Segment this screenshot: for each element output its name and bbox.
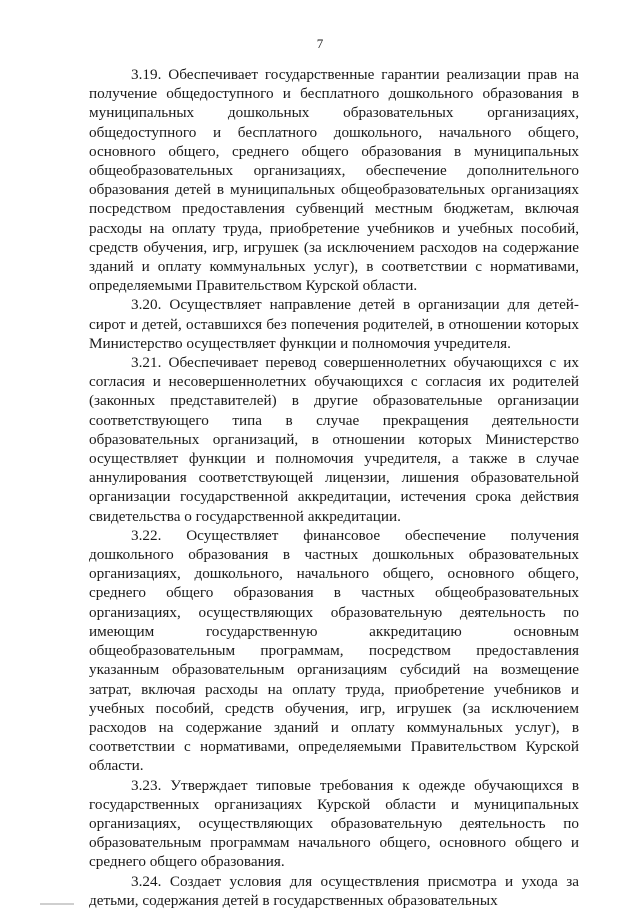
document-body bbox=[89, 65, 579, 910]
paragraph-3-20: 3.20. Осуществляет направление детей в организации для детей-сирот и детей, оставшихся без попечения родителей, в отношении которых Министерство осуществляет функции и полномочия учредителя. bbox=[89, 296, 579, 352]
paragraph-3-19: 3.19. Обеспечивает государственные гарантии реализации прав на получение общедоступного и бесплатного дошкольного образования в муниципальных дошкольных образовательных организациях, общедоступного и бесплатного дошкольного, начального общего, основного общего, среднего общего образования в муниципальных общеобразовательных организациях, обеспечение дополнительного образования детей в муниципальных общеобразовательных организациях посредством предоставления субвенций местным бюджетам, включая расходы на оплату труда, приобретение учебников и учебных пособий, средств обучения, игр, игрушек (за исключением расходов на содержание зданий и оплату коммунальных услуг), в соответствии с нормативами, определяемыми Правительством Курской области. bbox=[89, 66, 579, 295]
paragraph-3-22: 3.22. Осуществляет финансовое обеспечение получения дошкольного образования в частных дошкольных образовательных организациях, дошкольного, начального общего, основного общего, среднего общего образования в частных общеобразовательных организациях, осуществляющих образовательную деятельность по имеющим государственную аккредитацию основным общеобразовательным программам, посредством предоставления указанным образовательным организациям субсидий на возмещение затрат, включая расходы на оплату труда, приобретение учебников и учебных пособий, средств обучения, игр, игрушек (за исключением расходов на содержание зданий и оплату коммунальных услуг), в соответствии с нормативами, определяемыми Правительством Курской области. bbox=[89, 526, 579, 775]
paragraph-3-23: 3.23. Утверждает типовые требования к одежде обучающихся в государственных организациях Курской области и муниципальных организациях, осуществляющих образовательную деятельность по образовательным программам начального общего, основного общего и среднего общего образования. bbox=[89, 776, 579, 871]
paragraph-3-21: 3.21. Обеспечивает перевод совершеннолетних обучающихся с их согласия и несовершеннолетних обучающихся с согласия их родителей (законных представителей) в другие образовательные организации соответствующего типа в случае прекращения деятельности образовательных организаций, в отношении которых Министерство осуществляет функции и полномочия учредителя, а также в случае аннулирования соответствующей лицензии, лишения образовательной организации государственной аккредитации, истечения срока действия свидетельства о государственной аккредитации. bbox=[89, 354, 579, 525]
paragraph-3-24: 3.24. Создает условия для осуществления присмотра и ухода за детьми, содержания детей в государственных образовательных bbox=[89, 872, 579, 909]
page-number: 7 bbox=[316, 36, 324, 51]
